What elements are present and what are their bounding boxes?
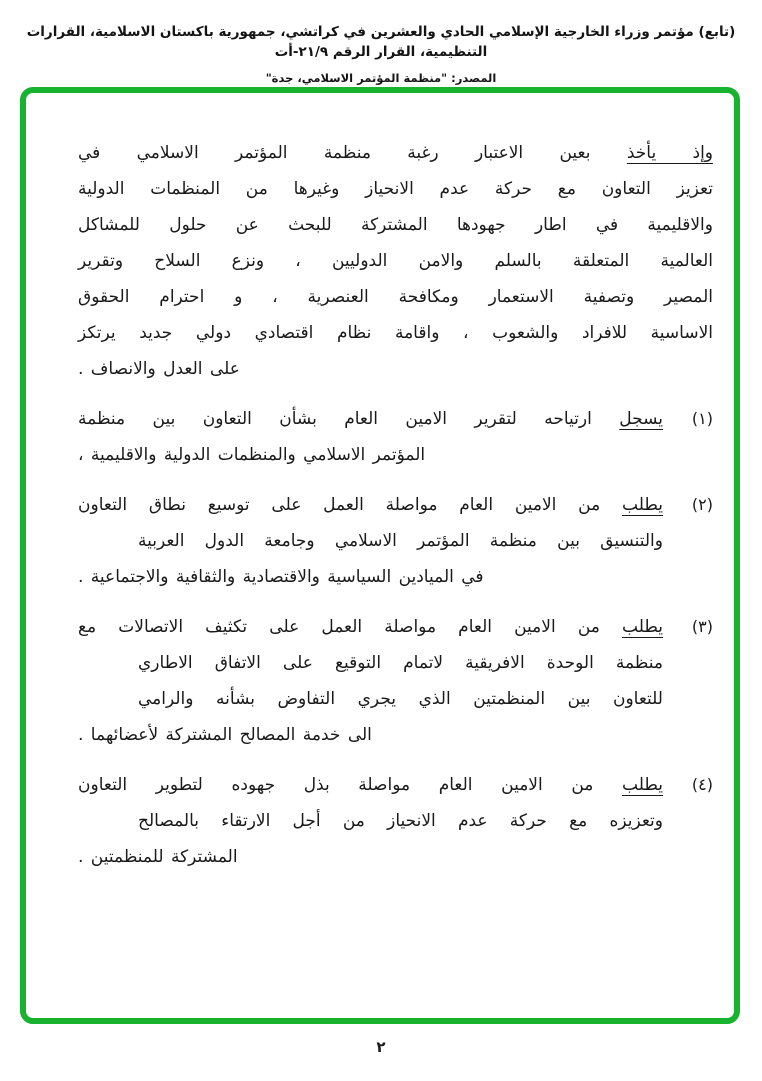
preamble-line: تعزيز التعاون مع حركة عدم الانحياز وغيرها من المنظمات الدولية — [78, 179, 713, 199]
preamble-first-line — [78, 135, 713, 171]
item-first-line-rest: من الامين العام مواصلة العمل على تكثيف الاتصالات مع — [78, 617, 600, 637]
resolution-item-1 — [78, 401, 713, 473]
preamble-line: العالمية المتعلقة بالسلم والامن الدوليين ، ونزع السلاح وتقرير — [78, 251, 713, 271]
item-number: (٤) — [691, 775, 713, 794]
item-line: وتعزيزه مع حركة عدم الانحياز من أجل الارتقاء بالمصالح — [138, 811, 663, 831]
resolution-item-2 — [78, 487, 713, 595]
item-first-line-rest: ارتياحه لتقرير الامين العام بشأن التعاون بين منظمة — [78, 409, 592, 429]
item-lead-word: يسجل — [619, 409, 663, 429]
citation-header — [4, 22, 758, 86]
preamble-lead-word: وإذ يأخذ — [626, 143, 714, 163]
preamble-line: المصير وتصفية الاستعمار ومكافحة العنصرية ، و احترام الحقوق — [78, 287, 713, 307]
item-line: والتنسيق بين منظمة المؤتمر الاسلامي وجامعة الدول العربية — [138, 531, 663, 551]
item-last-line: المؤتمر الاسلامي والمنظمات الدولية والاقليمية ، — [78, 445, 426, 465]
item-number: (٣) — [691, 617, 713, 636]
item-first-line — [78, 401, 663, 437]
resolution-item-4 — [78, 767, 713, 875]
item-last-line: المشتركة للمنظمتين . — [78, 847, 238, 867]
page-number: ٢ — [376, 1038, 386, 1056]
preamble-first-line-rest: بعين الاعتبار رغبة منظمة المؤتمر الاسلامي في — [78, 143, 591, 163]
item-line: للتعاون بين المنظمتين الذي يجري التفاوض بشأنه والرامي — [138, 689, 663, 709]
item-number: (١) — [691, 409, 713, 428]
item-body — [78, 401, 663, 473]
preamble-paragraph — [78, 135, 713, 387]
item-number: (٢) — [691, 495, 713, 514]
item-last-line: في الميادين السياسية والاقتصادية والثقافية والاجتماعية . — [78, 567, 484, 587]
item-lead-word: يطلب — [622, 617, 663, 637]
preamble-line: الاساسية للافراد والشعوب ، واقامة نظام اقتصادي دولي جديد يرتكز — [78, 323, 713, 343]
item-first-line-rest: من الامين العام مواصلة العمل على توسيع نطاق التعاون — [78, 495, 601, 515]
scanned-document-body — [26, 93, 734, 1018]
preamble-last-line: على العدل والانصاف . — [78, 359, 240, 379]
preamble-line: والاقليمية في اطار جهودها المشتركة للبحث عن حلول للمشاكل — [78, 215, 713, 235]
item-lead-word: يطلب — [622, 495, 664, 515]
citation-source-line: المصدر: "منظمة المؤتمر الاسلامي، جدة" — [265, 71, 497, 85]
item-body — [78, 767, 663, 875]
resolution-item-3 — [78, 609, 713, 753]
item-body — [78, 609, 663, 753]
item-last-line: الى خدمة المصالح المشتركة لأعضائهما . — [78, 725, 372, 745]
item-first-line — [78, 767, 663, 803]
item-body — [78, 487, 663, 595]
item-first-line-rest: من الامين العام مواصلة بذل جهوده لتطوير التعاون — [78, 775, 594, 795]
item-line: منظمة الوحدة الافريقية لاتمام التوقيع على الاتفاق الاطاري — [138, 653, 663, 673]
item-lead-word: يطلب — [622, 775, 664, 795]
item-first-line — [78, 487, 663, 523]
citation-line-1: (تابع) مؤتمر وزراء الخارجية الإسلامي الحادي والعشرين في كراتشي، جمهورية باكستان الاسلامية، القرارات التنظيمية، القرار الرقم ٢١/٩-أت — [26, 24, 736, 60]
item-first-line — [78, 609, 663, 645]
